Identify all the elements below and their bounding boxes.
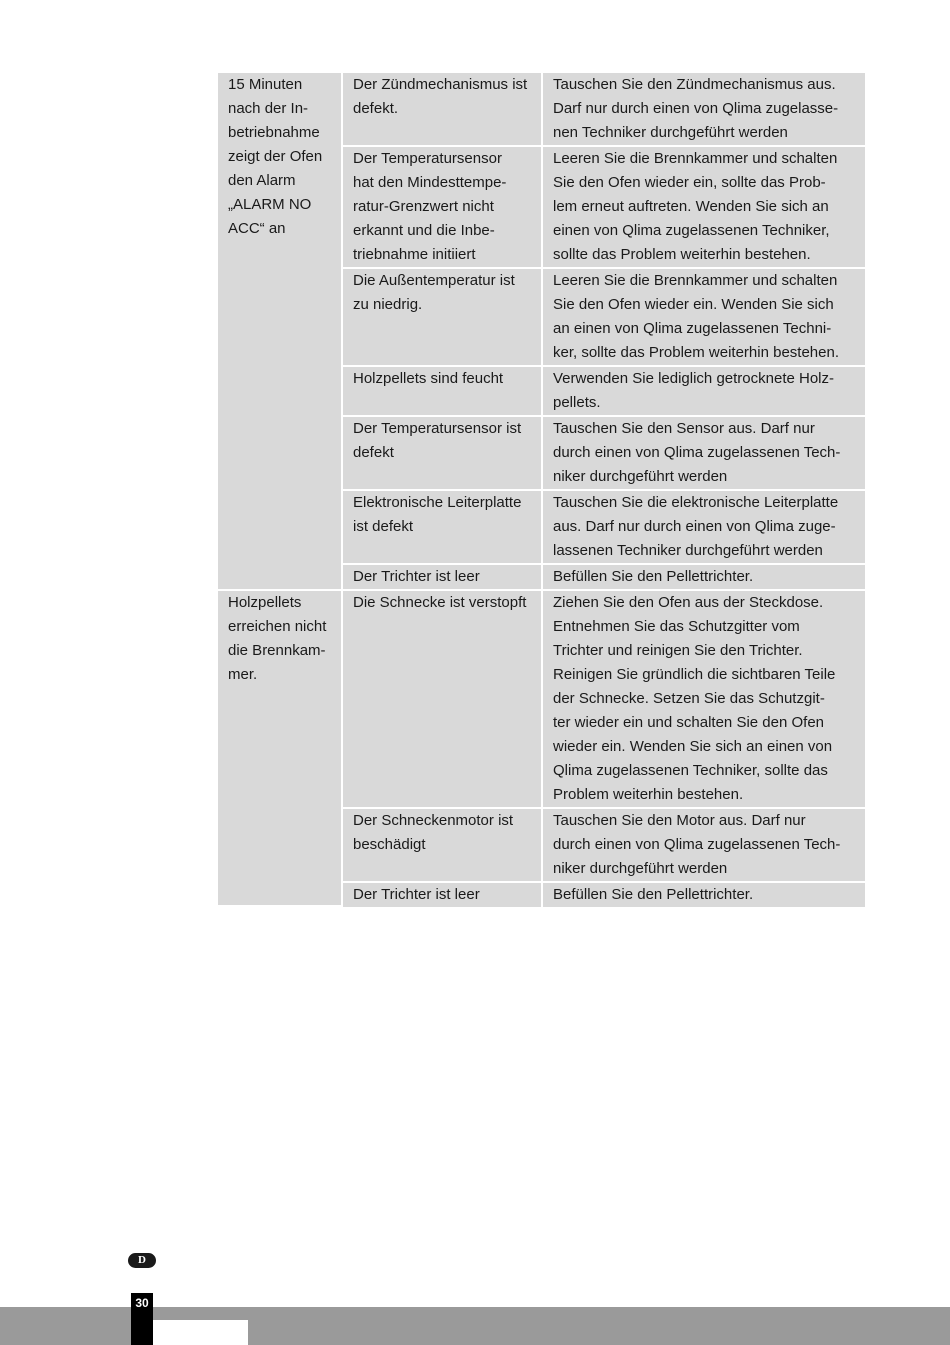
cell-line: Die Schnecke ist verstopft <box>353 594 527 611</box>
troubleshooting-table <box>218 73 865 907</box>
cell-line: zeigt der Ofen <box>228 148 323 165</box>
cell-line: pellets. <box>553 394 601 411</box>
symptom-cell <box>218 591 343 907</box>
cell-line: Darf nur durch einen von Qlima zugelasse- <box>553 100 839 117</box>
cell-line: hat den Mindesttempe- <box>353 174 507 191</box>
solution-cell <box>543 565 865 591</box>
table-row <box>218 73 865 147</box>
cell-line: Qlima zugelassenen Techniker, sollte das <box>553 762 828 779</box>
symptom-cell <box>218 73 343 591</box>
cause-cell <box>343 417 543 491</box>
solution-cell <box>543 417 865 491</box>
footer-tab <box>153 1320 248 1345</box>
cell-line: Der Temperatursensor <box>353 150 502 167</box>
cell-line: ist defekt <box>353 518 414 535</box>
cell-line: lem erneut auftreten. Wenden Sie sich an <box>553 198 829 215</box>
solution-cell <box>543 883 865 907</box>
cause-cell <box>343 883 543 907</box>
cell-line: nach der In- <box>228 100 309 117</box>
cell-line: defekt. <box>353 100 399 117</box>
solution-cell <box>543 491 865 565</box>
cell-line: nen Techniker durchgeführt werden <box>553 124 788 141</box>
cell-line: Tauschen Sie den Sensor aus. Darf nur <box>553 420 815 437</box>
cell-line: triebnahme initiiert <box>353 246 476 263</box>
cause-cell <box>343 367 543 417</box>
cell-line: durch einen von Qlima zugelassenen Tech- <box>553 444 841 461</box>
cell-line: der Schnecke. Setzen Sie das Schutzgit- <box>553 690 825 707</box>
cell-line: durch einen von Qlima zugelassenen Tech- <box>553 836 841 853</box>
cell-line: Befüllen Sie den Pellettrichter. <box>553 886 754 903</box>
cell-line: wieder ein. Wenden Sie sich an einen von <box>553 738 833 755</box>
cell-line: Entnehmen Sie das Schutzgitter vom <box>553 618 800 635</box>
cell-line: Elektronische Leiterplatte <box>353 494 522 511</box>
cell-line: ratur-Grenzwert nicht <box>353 198 494 215</box>
cell-line: Sie den Ofen wieder ein. Wenden Sie sich <box>553 296 834 313</box>
cell-line: ACC“ an <box>228 220 286 237</box>
cell-line: niker durchgeführt werden <box>553 468 728 485</box>
cell-line: Befüllen Sie den Pellettrichter. <box>553 568 754 585</box>
cell-line: Problem weiterhin bestehen. <box>553 786 744 803</box>
cell-line: ker, sollte das Problem weiterhin bestehen. <box>553 344 839 361</box>
cell-line: Der Temperatursensor ist <box>353 420 522 437</box>
cell-line: Trichter und reinigen Sie den Trichter. <box>553 642 803 659</box>
cell-line: Reinigen Sie gründlich die sichtbaren Teile <box>553 666 836 683</box>
cell-line: niker durchgeführt werden <box>553 860 728 877</box>
cell-line: Tauschen Sie die elektronische Leiterplatte <box>553 494 839 511</box>
cell-line: den Alarm <box>228 172 296 189</box>
page-number: 30 <box>131 1293 153 1345</box>
solution-cell <box>543 269 865 367</box>
solution-cell <box>543 591 865 809</box>
cell-line: Tauschen Sie den Zündmechanismus aus. <box>553 76 836 93</box>
cell-line: ter wieder ein und schalten Sie den Ofen <box>553 714 825 731</box>
solution-cell <box>543 73 865 147</box>
cell-line: betriebnahme <box>228 124 320 141</box>
cause-cell <box>343 269 543 367</box>
cell-line: mer. <box>228 666 258 683</box>
cell-line: Der Trichter ist leer <box>353 568 480 585</box>
cell-line: Leeren Sie die Brennkammer und schalten <box>553 150 838 167</box>
cell-line: beschädigt <box>353 836 426 853</box>
cause-cell <box>343 809 543 883</box>
solution-cell <box>543 367 865 417</box>
cell-line: „ALARM NO <box>228 196 312 213</box>
cell-line: erreichen nicht <box>228 618 327 635</box>
cause-cell <box>343 591 543 809</box>
cell-line: Verwenden Sie lediglich getrocknete Holz- <box>553 370 834 387</box>
cell-line: defekt <box>353 444 394 461</box>
cell-line: Holzpellets <box>228 594 302 611</box>
cell-line: einen von Qlima zugelassenen Techniker, <box>553 222 830 239</box>
language-badge: D <box>128 1253 156 1268</box>
table-row <box>218 591 865 809</box>
cause-cell <box>343 147 543 269</box>
cell-line: an einen von Qlima zugelassenen Techni- <box>553 320 832 337</box>
cause-cell <box>343 491 543 565</box>
cause-cell <box>343 565 543 591</box>
cell-line: aus. Darf nur durch einen von Qlima zuge- <box>553 518 836 535</box>
solution-cell <box>543 809 865 883</box>
cell-line: Tauschen Sie den Motor aus. Darf nur <box>553 812 806 829</box>
cell-line: 15 Minuten <box>228 76 303 93</box>
cell-line: erkannt und die Inbe- <box>353 222 495 239</box>
cell-line: lassenen Techniker durchgeführt werden <box>553 542 823 559</box>
cell-line: die Brennkam- <box>228 642 326 659</box>
cell-line: Die Außentemperatur ist <box>353 272 515 289</box>
cell-line: Ziehen Sie den Ofen aus der Steckdose. <box>553 594 824 611</box>
cell-line: Holzpellets sind feucht <box>353 370 504 387</box>
cell-line: Der Schneckenmotor ist <box>353 812 514 829</box>
cell-line: Leeren Sie die Brennkammer und schalten <box>553 272 838 289</box>
cell-line: sollte das Problem weiterhin bestehen. <box>553 246 811 263</box>
cell-line: Der Trichter ist leer <box>353 886 480 903</box>
cell-line: zu niedrig. <box>353 296 423 313</box>
solution-cell <box>543 147 865 269</box>
cause-cell <box>343 73 543 147</box>
cell-line: Der Zündmechanismus ist <box>353 76 528 93</box>
cell-line: Sie den Ofen wieder ein, sollte das Prob- <box>553 174 826 191</box>
